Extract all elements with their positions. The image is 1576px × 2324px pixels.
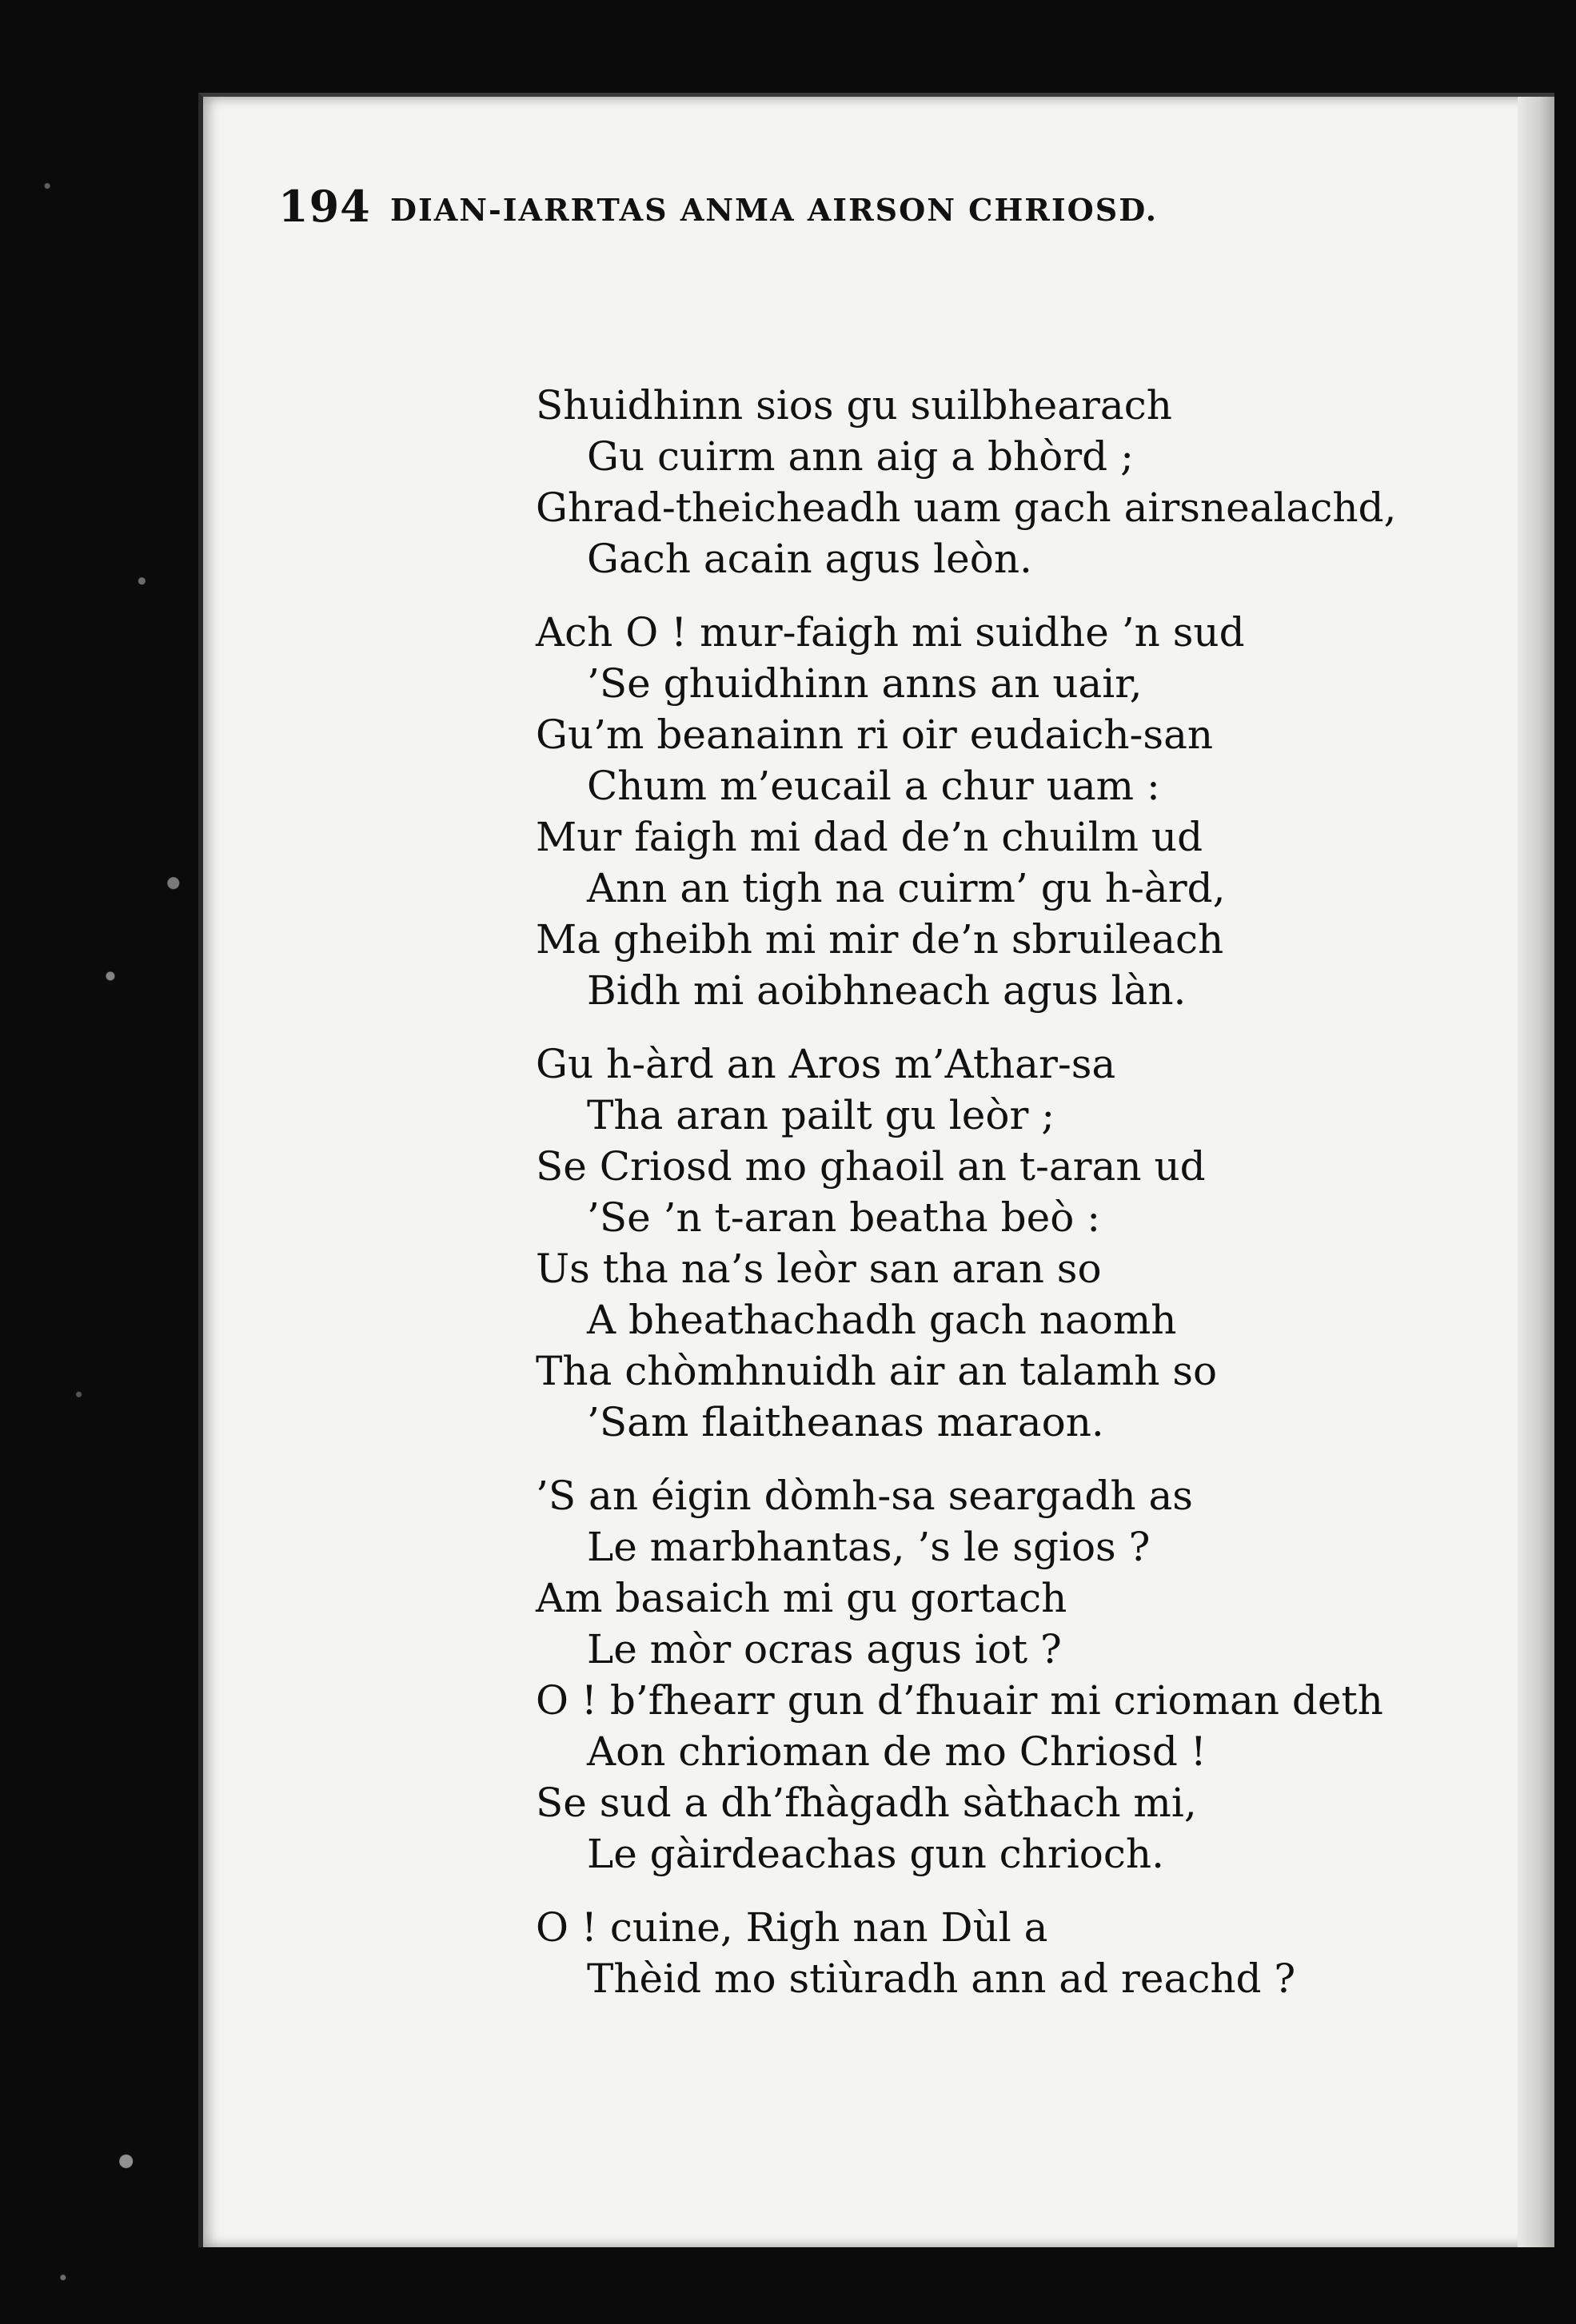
poem-line: ’S an éigin dòmh-sa seargadh as [536,1473,1193,1519]
poem-line: Se Criosd mo ghaoil an t-aran ud [536,1143,1206,1190]
poem-line: ’Sam flaitheanas maraon. [587,1399,1104,1445]
page-edge-shadow [1518,97,1554,2247]
running-title: DIAN-IARRTAS ANMA AIRSON CHRIOSD. [390,192,1159,228]
poem-line: O ! cuine, Righ nan Dùl a [536,1904,1048,1951]
poem-line: Gu cuirm ann aig a bhòrd ; [587,433,1134,480]
poem-line: Shuidhinn sios gu suilbhearach [536,382,1172,429]
poem-line: Ma gheibh mi mir de’n sbruileach [536,916,1224,963]
poem-line: Bidh mi aoibhneach agus làn. [587,967,1187,1014]
page-header [278,181,1374,245]
poem-line: Aon chrioman de mo Chriosd ! [587,1728,1207,1775]
poem-line: ’Se ghuidhinn anns an uair, [587,660,1143,707]
poem-line: Thèid mo stiùradh ann ad reachd ? [587,1955,1296,2002]
poem-line: Us tha na’s leòr san aran so [536,1246,1102,1292]
page-number: 194 [278,181,371,232]
poem-line: Le gàirdeachas gun chrioch. [587,1831,1164,1877]
poem-line: ’Se ’n t-aran beatha beò : [587,1194,1101,1241]
poem-line: Ach O ! mur-faigh mi suidhe ’n sud [536,609,1245,656]
poem-line: Am basaich mi gu gortach [536,1575,1067,1621]
poem-line: Le marbhantas, ’s le sgios ? [587,1524,1151,1570]
poem-line: Tha aran pailt gu leòr ; [587,1092,1055,1138]
poem-line: Ghrad-theicheadh uam gach airsnealachd, [536,484,1397,531]
stanza [536,1038,1455,1448]
poem-line: Gu’m beanainn ri oir eudaich-san [536,712,1214,758]
poem-line: Mur faigh mi dad de’n chuilm ud [536,814,1203,860]
poem-line: Le mòr ocras agus iot ? [587,1626,1062,1672]
stanza [536,1470,1455,1880]
poem-line: Tha chòmhnuidh air an talamh so [536,1348,1218,1394]
poem-line: Gach acain agus leòn. [587,536,1032,582]
poem-line: Se sud a dh’fhàgadh sàthach mi, [536,1780,1197,1826]
poem-body [536,380,1455,2027]
poem-line: A bheathachadh gach naomh [587,1297,1177,1343]
stanza [536,1902,1455,2004]
poem-line: Chum m’eucail a chur uam : [587,763,1160,809]
stanza [536,380,1455,584]
poem-line: O ! b’fhearr gun d’fhuair mi crioman deth [536,1677,1383,1724]
poem-line: Ann an tigh na cuirm’ gu h-àrd, [587,865,1226,911]
poem-line: Gu h-àrd an Aros m’Athar-sa [536,1041,1116,1087]
stanza [536,607,1455,1016]
